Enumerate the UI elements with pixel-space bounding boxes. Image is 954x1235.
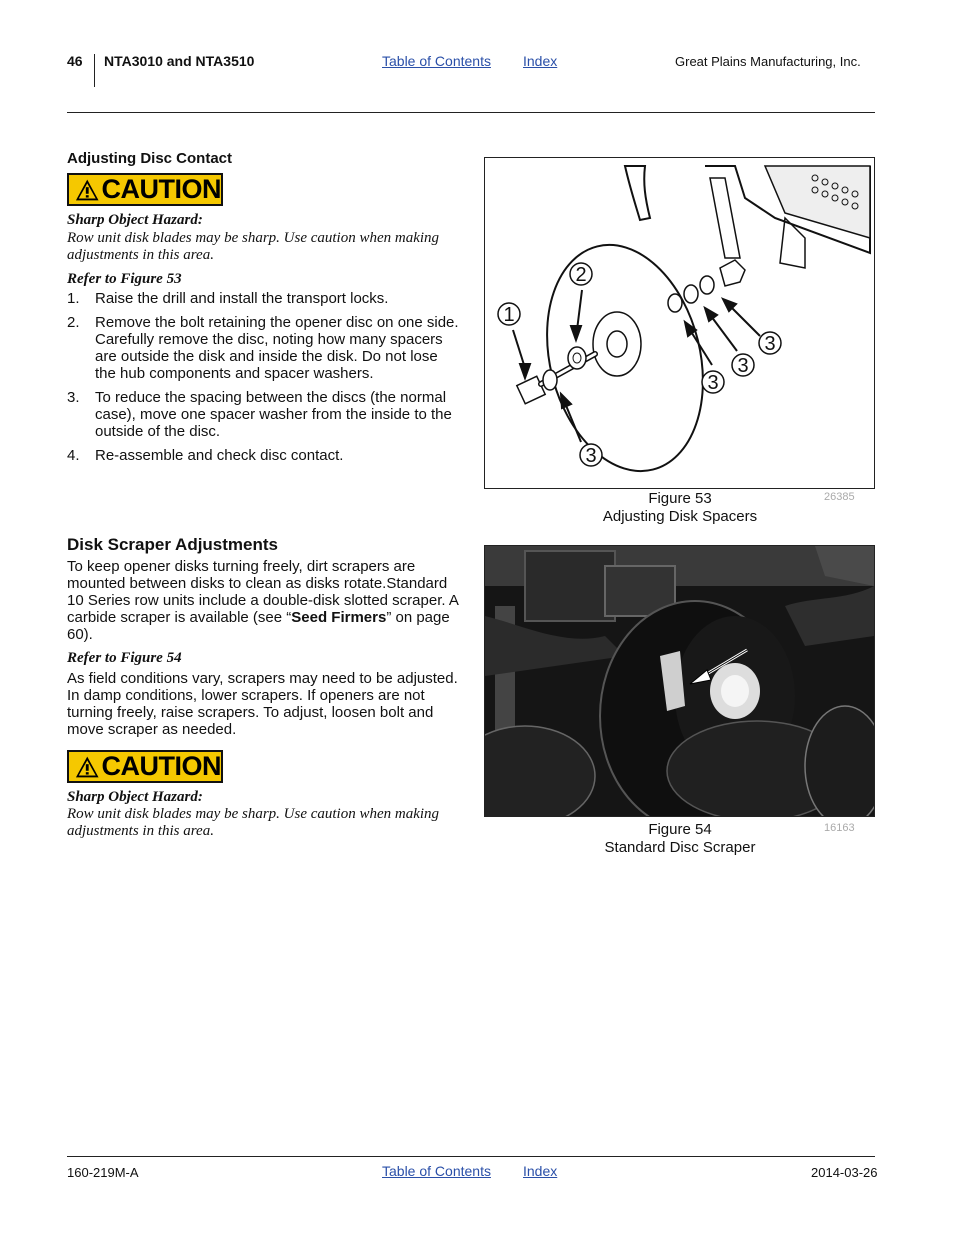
caution-word-2: CAUTION [101, 751, 221, 781]
seed-firmers-link[interactable]: Seed Firmers [291, 609, 387, 626]
step-3: 3. To reduce the spacing between the discs (the normal case), move one spacer washer from the inside to the outside of the disc. [67, 389, 452, 440]
figure-54-title: Standard Disc Scraper [604, 839, 756, 856]
callout-3d: 3 [585, 445, 597, 467]
footer-toc-link[interactable]: Table of Contents [382, 1163, 491, 1179]
header-index-link[interactable]: Index [523, 53, 558, 69]
scraper-paragraph-2: As field conditions vary, scrapers may need to be adjusted. In damp conditions, lower scrapers. If openers are not turning freely, raise scrapers. To adjust, loosen bolt and move scraper as needed. [67, 670, 458, 738]
page-number: 46 [67, 53, 83, 69]
step-2: 2. Remove the bolt retaining the opener disc on one side. Carefully remove the disc, noting how many spacers are outside the disk and inside the disk. Do not lose the hub components and spacer washers. [67, 314, 459, 382]
figure-53-title: Adjusting Disk Spacers [602, 508, 758, 525]
procedure-steps [67, 290, 459, 471]
hazard-title-2: Sharp Object Hazard: [67, 789, 203, 805]
header-rule [67, 112, 875, 113]
callout-3c: 3 [764, 333, 776, 355]
refer-figure-53: Refer to Figure 53 [67, 271, 182, 287]
figure-53-number: Figure 53 [648, 490, 712, 507]
warning-triangle-icon [75, 178, 100, 202]
step-1: 1. Raise the drill and install the transport locks. [67, 290, 389, 307]
doc-date: 2014-03-26 [811, 1165, 878, 1180]
figure-53-frame [484, 157, 875, 489]
callout-2: 2 [575, 264, 587, 286]
scraper-paragraph-1: To keep opener disks turning freely, dirt scrapers are mounted between disks to clean as disks rotate.Standard 10 Series row units include a double-disk slotted scraper. A carbide scraper is available (see “Seed Firmers” on page 60). [67, 558, 459, 643]
footer-index-link[interactable]: Index [523, 1163, 558, 1179]
callout-1: 1 [503, 304, 515, 326]
figure-54-number: Figure 54 [648, 821, 712, 838]
company-name: Great Plains Manufacturing, Inc. [675, 54, 861, 69]
doc-number: 160-219M-A [67, 1165, 139, 1180]
disk-spacers-illustration [485, 158, 874, 488]
section-heading-disc-contact: Adjusting Disc Contact [67, 150, 233, 167]
figure-54-caption [560, 821, 800, 857]
hazard-title-1: Sharp Object Hazard: [67, 212, 203, 228]
figure-54-photo [484, 545, 875, 817]
callout-3a: 3 [707, 372, 719, 394]
warning-triangle-icon [75, 755, 100, 779]
figure-53-caption [560, 490, 800, 526]
header-divider [94, 54, 95, 87]
model-title: NTA3010 and NTA3510 [104, 53, 255, 69]
figure-54-id: 16163 [824, 822, 855, 834]
refer-figure-54: Refer to Figure 54 [67, 650, 182, 666]
section-heading-disk-scraper: Disk Scraper Adjustments [67, 535, 278, 554]
caution-label-1 [67, 173, 223, 206]
hazard-text-1: Row unit disk blades may be sharp. Use caution when making adjustments in this area. [67, 230, 440, 263]
hazard-text-2: Row unit disk blades may be sharp. Use caution when making adjustments in this area. [67, 806, 440, 839]
caution-word-1: CAUTION [101, 174, 221, 204]
header-toc-link[interactable]: Table of Contents [382, 53, 491, 69]
disc-scraper-photo [485, 546, 874, 816]
callout-3b: 3 [737, 355, 749, 377]
step-4: 4. Re-assemble and check disc contact. [67, 447, 344, 464]
footer-rule [67, 1156, 875, 1157]
caution-label-2 [67, 750, 223, 783]
figure-53-id: 26385 [824, 491, 855, 503]
